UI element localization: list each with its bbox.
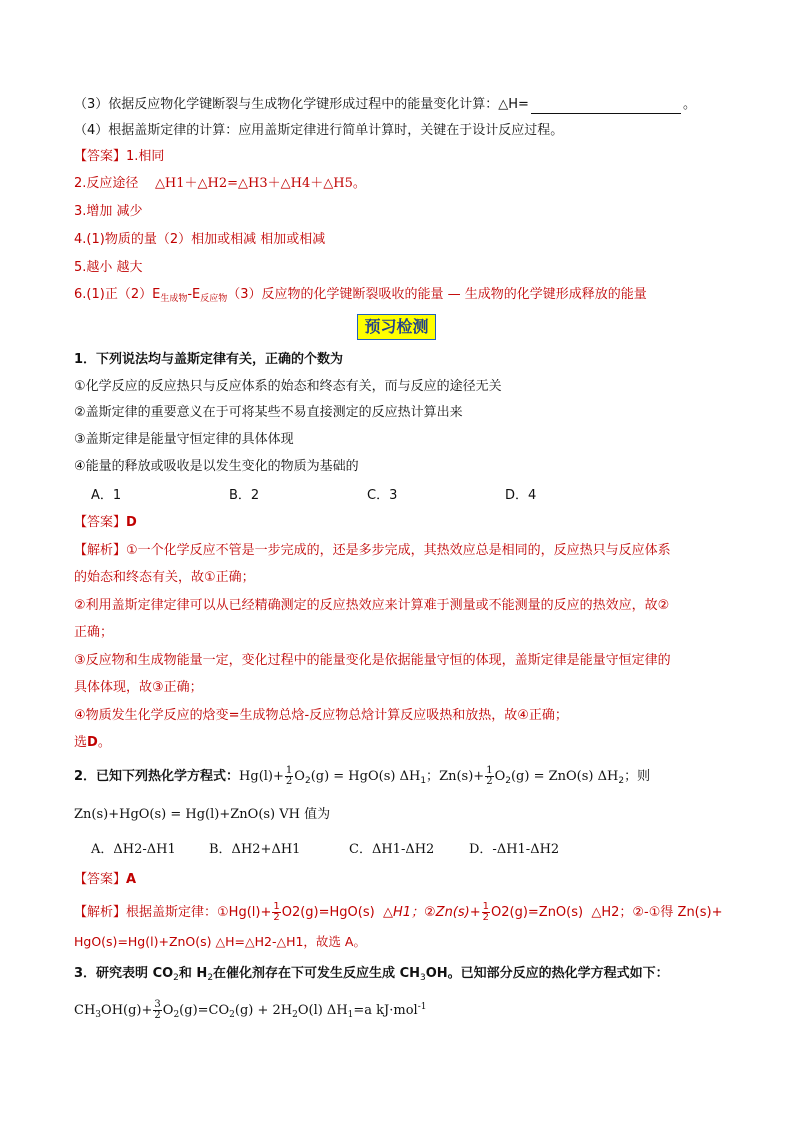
q1-stem: 1．下列说法均与盖斯定律有关，正确的个数为 xyxy=(74,352,344,367)
q2-option-b[interactable]: B．ΔH2+ΔH1 xyxy=(209,842,301,857)
fraction-three-halves: $\frac{3}{2}$ xyxy=(154,999,161,1021)
q1-statement-3: ③盖斯定律是能量守恒定律的具体体现 xyxy=(74,432,294,447)
fraction-one-half: $\frac{1}{2}$ xyxy=(273,901,280,923)
intro-item-3: （3）依据反应物化学键断裂与生成物化学键形成过程中的能量变化计算：△H= 。 xyxy=(74,97,696,112)
q1-analysis-1b: 的始态和终态有关，故①正确； xyxy=(74,570,255,585)
answer-4: 4.(1)物质的量（2）相加或相减 相加或相减 xyxy=(74,232,326,247)
q1-option-c[interactable]: C．3 xyxy=(367,488,398,503)
q2-answer: 【答案】A xyxy=(74,872,137,887)
q1-option-a[interactable]: A．1 xyxy=(91,488,122,503)
q3-equation-1: $CH_3OH(g)+$ $\frac{3}{2}$ $O_2(g)=CO_2(g) + 2H_2O(l)$ $\Delta H_1=a$ kJ·mol$^{-1}$ xyxy=(74,999,427,1021)
q1-analysis-2a: ②利用盖斯定律定律可以从已经精确测定的反应热效应来计算难于测量或不能测量的反应的热效应，故② xyxy=(74,598,670,613)
fraction-one-half: $\frac{1}{2}$ xyxy=(285,765,293,787)
answer-3: 3.增加 减少 xyxy=(74,204,143,219)
q1-statement-1: ①化学反应的反应热只与反应体系的始态和终态有关，而与反应的途径无关 xyxy=(74,379,502,394)
q2-option-a[interactable]: A．ΔH2-ΔH1 xyxy=(91,842,176,857)
q2-analysis-2: HgO(s)=Hg(l)+ZnO(s) △H=△H2-△H1，故选 A。 xyxy=(74,934,366,949)
q2-target-equation: Zn(s)+HgO(s) = Hg(l)+ZnO(s) VH 值为 xyxy=(74,807,331,822)
q1-analysis-4: ④物质发生化学反应的焓变=生成物总焓-反应物总焓计算反应吸热和放热，故④正确； xyxy=(74,708,568,723)
q2-analysis-1: 【解析】根据盖斯定律：①Hg(l)+ $\frac{1}{2}$ O2(g)=HgO(s) △H1；②Zn(s)+ $\frac{1}{2}$ O2(g)=ZnO(s) △H2；②-①得 Zn(s)+ xyxy=(74,901,723,923)
fraction-one-half: $\frac{1}{2}$ xyxy=(482,901,489,923)
q1-analysis-3a: ③反应物和生成物能量一定，变化过程中的能量变化是依据能量守恒的体现，盖斯定律是能量守恒定律的 xyxy=(74,653,671,668)
q1-statement-4: ④能量的释放或吸收是以发生变化的物质为基础的 xyxy=(74,459,359,474)
answer-5: 5.越小 越大 xyxy=(74,260,143,275)
q1-analysis-2b: 正确； xyxy=(74,625,114,640)
q1-answer: 【答案】D xyxy=(74,515,137,530)
q1-analysis-1a: 【解析】①一个化学反应不管是一步完成的，还是多步完成，其热效应总是相同的，反应热只与反应体系 xyxy=(74,543,671,558)
q1-statement-2: ②盖斯定律的重要意义在于可将某些不易直接测定的反应热计算出来 xyxy=(74,405,463,420)
answer-blank[interactable] xyxy=(531,100,681,114)
preview-check-banner: 预习检测 xyxy=(357,314,436,340)
q3-stem: 3．研究表明 $CO_2$和 $H_2$在催化剂存在下可发生反应生成 $CH_3OH$。已知部分反应的热化学方程式如下： xyxy=(74,966,669,983)
hess-sum-formula: △H1＋△H2=△H3＋△H4＋△H5。 xyxy=(154,176,366,191)
intro-item-4: （4）根据盖斯定律的计算：应用盖斯定律进行简单计算时，关键在于设计反应过程。 xyxy=(74,123,564,138)
q2-option-c[interactable]: C．ΔH1-ΔH2 xyxy=(349,842,435,857)
answer-6: 6.(1)正$(2)E_{生成物}-E_{反应物}(3)$反应物的化学键断裂吸收的能量 — 生成物的化学键形成释放的能量 xyxy=(74,287,647,304)
q1-analysis-3b: 具体体现，故③正确； xyxy=(74,680,203,695)
q2-options xyxy=(91,841,559,859)
q2-stem: 2．已知下列热化学方程式：Hg(l)+ $\frac{1}{2}$ $O_2(g) = HgO(s)$ $\Delta H_1$；Zn(s)+ $\frac{1}{2}$ $O_2(g) = ZnO(s)$ $\Delta H_2$；则 xyxy=(74,765,651,787)
answer-1: 【答案】1.相同 xyxy=(74,149,165,164)
q1-option-b[interactable]: B．2 xyxy=(229,488,260,503)
q1-options xyxy=(91,487,536,505)
q1-conclusion: 选D。 xyxy=(74,735,111,750)
answer-2: 2.反应途径 △H1＋△H2=△H3＋△H4＋△H5。 xyxy=(74,176,366,191)
q1-option-d[interactable]: D．4 xyxy=(505,488,537,503)
q2-option-d[interactable]: D．-ΔH1-ΔH2 xyxy=(469,842,560,857)
fraction-one-half: $\frac{1}{2}$ xyxy=(486,765,493,787)
